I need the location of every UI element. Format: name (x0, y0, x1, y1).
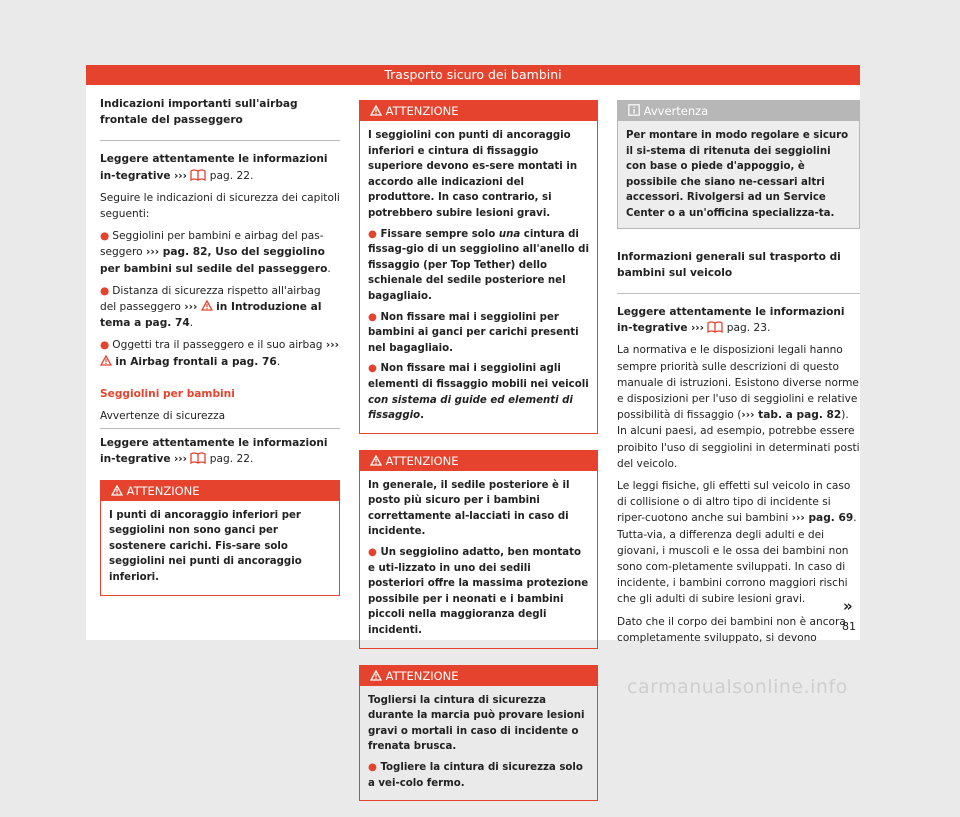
intro-paragraph (100, 435, 340, 467)
warning-text: In generale, il sedile posteriore è il posto più sicuro per i bambini correttamente al-lacciati in caso di incidente. (368, 479, 570, 538)
warning-bullet (368, 361, 589, 423)
column-left (100, 96, 340, 612)
page-link-22[interactable]: pag. 22. (209, 169, 254, 182)
intro-paragraph (617, 304, 860, 336)
paragraph-text: Le leggi fisiche, gli effetti sul veicolo in caso di collisione o di altro tipo di incidente si riper-cuotono anche sui bambini (617, 480, 851, 525)
bullet-dot-icon: ● (368, 228, 377, 240)
paragraph-text: La normativa e le disposizioni legali hanno sempre priorità sulle descrizioni di questo manuale di istruzioni. Esistono diverse norme e disposizioni per l'uso di seggiolini e relative possibilità di fissaggio ( (617, 344, 859, 422)
intro-paragraph (100, 151, 340, 183)
paragraph-text: ). In alcuni paesi, ad esempio, potrebbe essere proibito l'uso di seggiolini in determinati posti del veicolo. (617, 409, 860, 470)
cross-ref-link[interactable]: in Airbag frontali a pag. 76 (115, 355, 277, 368)
warning-label: ATTENZIONE (385, 104, 459, 118)
paragraph: Seguire le indicazioni di sicurezza dei capitoli seguenti: (100, 191, 340, 221)
warning-label: ATTENZIONE (385, 668, 459, 683)
warning-triangle-icon (370, 105, 382, 116)
page-header: Trasporto sicuro dei bambini (86, 65, 860, 85)
bullet-text: Un seggiolino adatto, ben montato e uti-lizzato in uno dei sedili posteriori offre la massima protezione possibile per i neonati e i bambini piccoli nella maggioranza degli incidenti. (368, 547, 589, 637)
bullet-dot-icon: ● (100, 230, 110, 243)
book-icon (190, 169, 206, 181)
warning-bullet (368, 310, 589, 357)
section-title: Seggiolini per bambini (100, 387, 235, 400)
paragraph-text: . Tutta-via, a differenza degli adulti e dei giovani, i muscoli e le ossa dei bambini non sono com-pletamente sviluppati. In caso di incidente, i bambini corrono maggiori rischi che gli adulti di subire lesioni gravi. (617, 512, 857, 606)
bullet-item (100, 283, 340, 332)
intro-text: Leggere attentamente le informazioni in-tegrative (100, 437, 328, 466)
column-middle (359, 100, 598, 817)
note-body (618, 121, 859, 228)
warning-header (101, 481, 339, 501)
column-right (617, 100, 860, 652)
cross-ref-link[interactable]: ››› pag. 82, Uso del seggiolino per bambini sul sedile del passeggero (100, 246, 328, 275)
warning-triangle-icon (370, 455, 382, 466)
heading-airbag: Indicazioni importanti sull'airbag frontale del passeggero (100, 98, 298, 127)
intro-text: Leggere attentamente le informazioni in-tegrative (617, 305, 845, 335)
warning-body (101, 501, 339, 595)
warning-body (360, 686, 597, 801)
bullet-dot-icon: ● (100, 339, 110, 352)
heading-wrap (100, 96, 340, 141)
bullet-dot-icon: ● (368, 311, 377, 323)
note-text: Per montare in modo regolare e sicuro il si-stema di ritenuta dei seggiolini con base o piede d'appoggio, è possibile che siano ne-cessari altri accessori. Rivolgersi ad un Service Center o a un'officina specializza-ta. (626, 130, 849, 219)
bullet-dot-icon: ● (368, 762, 377, 773)
page-number: 81 (842, 620, 856, 633)
warning-box (359, 665, 598, 802)
note-box (617, 100, 860, 229)
ref-arrows: ››› (173, 169, 188, 182)
ref-arrows: ››› (184, 301, 198, 314)
note-header (618, 101, 859, 121)
info-icon (628, 104, 640, 116)
paragraph (617, 478, 860, 608)
warning-triangle-icon (100, 355, 112, 366)
bullet-text: cintura di fissag-gio di un seggiolino all'anello di fissaggio (per Top Tether) dello schienale del sedile posteriore nel bagagliaio. (368, 228, 589, 302)
warning-box (359, 100, 598, 434)
bullet-emphasis: una (498, 228, 521, 240)
bullet-item (100, 337, 340, 369)
bullet-text: Seggiolini per bambini e airbag del pas-seggero (100, 230, 324, 259)
warning-triangle-icon (201, 300, 213, 311)
warning-bullet (368, 760, 589, 791)
book-icon (190, 452, 206, 464)
page-link-23[interactable]: pag. 23. (726, 322, 771, 335)
bullet-end: . (189, 317, 194, 330)
bullet-text: Non fissare mai i seggiolini agli elementi di fissaggio mobili nei veicoli (368, 363, 589, 390)
bullet-end: . (327, 262, 331, 275)
warning-label: ATTENZIONE (126, 483, 200, 498)
warning-box (100, 480, 340, 596)
bullet-text: Togliere la cintura di sicurezza solo a vei-colo fermo. (368, 762, 583, 789)
watermark: carmanualsonline.info (627, 676, 848, 698)
warning-box (359, 450, 598, 649)
book-icon (707, 321, 723, 333)
page-link-22[interactable]: pag. 22. (209, 453, 254, 466)
warning-header (360, 101, 597, 121)
bullet-dot-icon: ● (368, 547, 377, 559)
bullet-end: . (276, 355, 281, 368)
warning-label: ATTENZIONE (385, 453, 459, 468)
paragraph: Dato che il corpo dei bambini non è ancora completamente sviluppato, si devono (617, 615, 846, 644)
warning-text: I punti di ancoraggio inferiori per seggiolini non sono ganci per sostenere carichi. Fis-sare solo seggiolini nei punti di ancoraggio inferiori. (109, 509, 302, 584)
warning-text: I seggiolini con punti di ancoraggio inferiori e cintura di fissaggio superiore devono es-sere montati in accordo alle indicazioni del produttore. In caso contrario, si potrebbero subire lesioni gravi. (368, 130, 578, 219)
subsection-title: Avvertenze di sicurezza (100, 408, 340, 429)
paragraph (617, 342, 860, 472)
bullet-text: Non fissare mai i seggiolini per bambini ai ganci per carichi presenti nel bagagliaio. (368, 311, 579, 354)
heading-wrap (617, 249, 860, 294)
ref-arrows: ››› (173, 453, 188, 466)
bullet-dot-icon: ● (100, 284, 110, 297)
warning-triangle-icon (370, 670, 382, 681)
intro-text: Leggere attentamente le informazioni in-tegrative (100, 153, 328, 182)
cross-ref-link[interactable]: in Introduzione al tema a pag. 74 (100, 301, 322, 330)
bullet-dot-icon: ● (368, 363, 377, 375)
continue-marker: » (843, 597, 853, 615)
warning-bullet (368, 227, 589, 305)
warning-bullet (368, 545, 589, 639)
warning-body (360, 121, 597, 433)
warning-body (360, 471, 597, 648)
warning-triangle-icon (111, 485, 123, 496)
bullet-end: . (420, 410, 424, 422)
heading-general-info: Informazioni generali sul trasporto di bambini sul veicolo (617, 250, 841, 279)
warning-header (360, 666, 597, 686)
bullet-item (100, 228, 340, 277)
warning-header (360, 451, 597, 471)
cross-ref-link[interactable]: ››› tab. a pag. 82 (741, 409, 842, 422)
bullet-text: Distanza di sicurezza rispetto all'airbag del passeggero (100, 284, 321, 314)
bullet-text: Fissare sempre solo (380, 228, 496, 240)
warning-text: Togliersi la cintura di sicurezza durante la marcia può provare lesioni gravi o mortali in caso di incidente o frenata brusca. (368, 694, 585, 753)
ref-arrows: ››› (690, 322, 705, 335)
bullet-emphasis: con sistema di guide ed elementi di fissaggio (368, 394, 573, 422)
note-label: Avvertenza (643, 104, 709, 118)
cross-ref-link[interactable]: ››› pag. 69 (791, 512, 854, 525)
ref-arrows: ››› (325, 339, 339, 352)
bullet-text: Oggetti tra il passeggero e il suo airbag (112, 339, 323, 352)
